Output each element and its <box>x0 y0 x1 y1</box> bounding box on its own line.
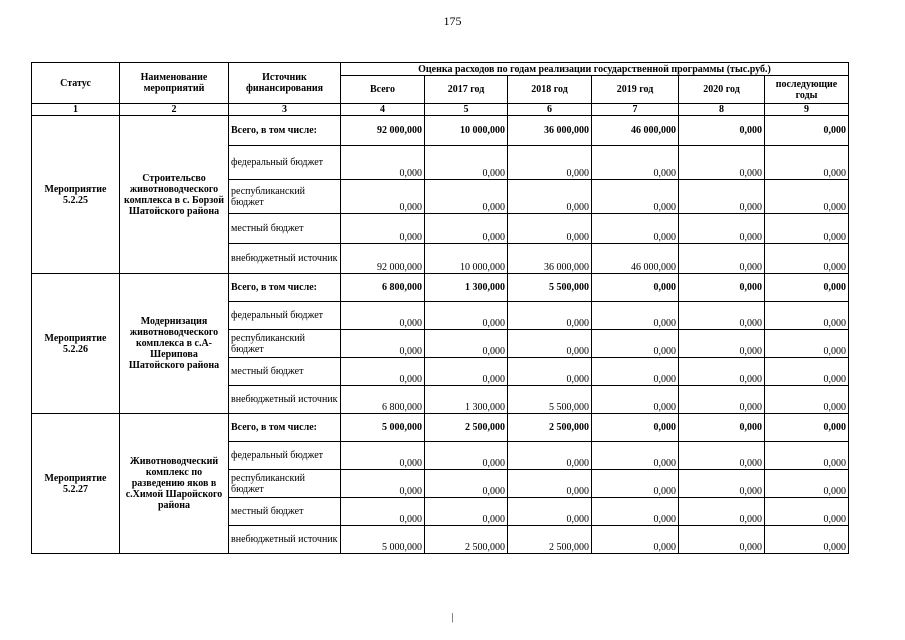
header-2020: 2020 год <box>679 76 765 104</box>
amount-cell: 0,000 <box>508 180 592 214</box>
amount-cell: 0,000 <box>425 358 508 386</box>
event-name: Строительсво животноводческого комплекса в с. Борзой Шатойского района <box>120 116 229 274</box>
amount-cell: 0,000 <box>765 442 849 470</box>
amount-cell: 36 000,000 <box>508 116 592 146</box>
amount-cell: 0,000 <box>592 302 679 330</box>
table-row <box>32 274 849 302</box>
column-number: 1 <box>32 104 120 116</box>
column-number: 2 <box>120 104 229 116</box>
amount-cell: 0,000 <box>508 470 592 498</box>
amount-cell: 0,000 <box>508 442 592 470</box>
amount-cell: 0,000 <box>592 180 679 214</box>
amount-cell: 0,000 <box>679 302 765 330</box>
amount-cell: 0,000 <box>341 470 425 498</box>
amount-cell: 0,000 <box>425 146 508 180</box>
amount-cell: 2 500,000 <box>425 414 508 442</box>
header-2017: 2017 год <box>425 76 508 104</box>
funding-source: внебюджетный источник <box>229 244 341 274</box>
amount-cell: 0,000 <box>765 330 849 358</box>
amount-cell: 46 000,000 <box>592 244 679 274</box>
amount-cell: 0,000 <box>679 214 765 244</box>
column-number: 7 <box>592 104 679 116</box>
amount-cell: 0,000 <box>592 526 679 554</box>
amount-cell: 0,000 <box>679 116 765 146</box>
amount-cell: 0,000 <box>508 358 592 386</box>
amount-cell: 0,000 <box>679 498 765 526</box>
column-number: 3 <box>229 104 341 116</box>
funding-source: Всего, в том числе: <box>229 116 341 146</box>
amount-cell: 0,000 <box>679 526 765 554</box>
amount-cell: 0,000 <box>679 386 765 414</box>
funding-source: республиканский бюджет <box>229 330 341 358</box>
amount-cell: 0,000 <box>508 302 592 330</box>
amount-cell: 6 800,000 <box>341 274 425 302</box>
amount-cell: 46 000,000 <box>592 116 679 146</box>
amount-cell: 0,000 <box>765 302 849 330</box>
funding-source: местный бюджет <box>229 358 341 386</box>
amount-cell: 10 000,000 <box>425 244 508 274</box>
amount-cell: 0,000 <box>592 498 679 526</box>
header-event-name: Наименование мероприятий <box>120 63 229 104</box>
amount-cell: 0,000 <box>341 442 425 470</box>
funding-source: федеральный бюджет <box>229 302 341 330</box>
amount-cell: 0,000 <box>341 330 425 358</box>
amount-cell: 0,000 <box>679 358 765 386</box>
footer-mark: | <box>451 612 454 623</box>
amount-cell: 0,000 <box>341 358 425 386</box>
amount-cell: 0,000 <box>425 302 508 330</box>
amount-cell: 0,000 <box>765 274 849 302</box>
amount-cell: 2 500,000 <box>425 526 508 554</box>
event-status: Мероприятие 5.2.26 <box>32 274 120 414</box>
header-status: Статус <box>32 63 120 104</box>
amount-cell: 0,000 <box>765 498 849 526</box>
amount-cell: 1 300,000 <box>425 386 508 414</box>
amount-cell: 0,000 <box>592 274 679 302</box>
amount-cell: 5 000,000 <box>341 414 425 442</box>
amount-cell: 0,000 <box>592 414 679 442</box>
amount-cell: 0,000 <box>765 358 849 386</box>
amount-cell: 0,000 <box>765 414 849 442</box>
funding-source: внебюджетный источник <box>229 386 341 414</box>
amount-cell: 0,000 <box>679 244 765 274</box>
header-later-years: последующие годы <box>765 76 849 104</box>
amount-cell: 0,000 <box>679 442 765 470</box>
amount-cell: 0,000 <box>679 180 765 214</box>
amount-cell: 2 500,000 <box>508 526 592 554</box>
amount-cell: 0,000 <box>679 470 765 498</box>
amount-cell: 0,000 <box>425 180 508 214</box>
amount-cell: 0,000 <box>679 146 765 180</box>
funding-source: федеральный бюджет <box>229 442 341 470</box>
header-total: Всего <box>341 76 425 104</box>
amount-cell: 0,000 <box>765 386 849 414</box>
header-source: Источник финансирования <box>229 63 341 104</box>
amount-cell: 6 800,000 <box>341 386 425 414</box>
amount-cell: 0,000 <box>341 214 425 244</box>
amount-cell: 1 300,000 <box>425 274 508 302</box>
amount-cell: 0,000 <box>765 470 849 498</box>
amount-cell: 0,000 <box>679 414 765 442</box>
table-body <box>32 116 849 554</box>
funding-source: республиканский бюджет <box>229 470 341 498</box>
amount-cell: 2 500,000 <box>508 414 592 442</box>
amount-cell: 0,000 <box>592 358 679 386</box>
column-number: 5 <box>425 104 508 116</box>
amount-cell: 0,000 <box>592 470 679 498</box>
amount-cell: 0,000 <box>592 146 679 180</box>
amount-cell: 0,000 <box>341 180 425 214</box>
amount-cell: 0,000 <box>765 214 849 244</box>
amount-cell: 0,000 <box>341 498 425 526</box>
amount-cell: 0,000 <box>425 442 508 470</box>
event-name: Модернизация животноводческого комплекса в с.А-Шерипова Шатойского района <box>120 274 229 414</box>
column-number-row <box>32 104 849 116</box>
amount-cell: 0,000 <box>592 330 679 358</box>
funding-source: Всего, в том числе: <box>229 274 341 302</box>
amount-cell: 0,000 <box>425 330 508 358</box>
amount-cell: 0,000 <box>765 116 849 146</box>
header-2019: 2019 год <box>592 76 679 104</box>
amount-cell: 0,000 <box>679 330 765 358</box>
column-number: 8 <box>679 104 765 116</box>
amount-cell: 0,000 <box>765 180 849 214</box>
event-name: Животноводческий комплекс по разведению яков в с.Химой Шаройского района <box>120 414 229 554</box>
amount-cell: 5 500,000 <box>508 386 592 414</box>
amount-cell: 92 000,000 <box>341 244 425 274</box>
table-row <box>32 116 849 146</box>
event-status: Мероприятие 5.2.27 <box>32 414 120 554</box>
amount-cell: 0,000 <box>425 498 508 526</box>
amount-cell: 0,000 <box>592 386 679 414</box>
funding-source: местный бюджет <box>229 498 341 526</box>
column-number: 9 <box>765 104 849 116</box>
budget-table <box>31 62 849 554</box>
amount-cell: 10 000,000 <box>425 116 508 146</box>
amount-cell: 0,000 <box>765 526 849 554</box>
table-header <box>32 63 849 116</box>
amount-cell: 5 000,000 <box>341 526 425 554</box>
header-2018: 2018 год <box>508 76 592 104</box>
amount-cell: 0,000 <box>508 330 592 358</box>
amount-cell: 0,000 <box>679 274 765 302</box>
amount-cell: 0,000 <box>425 470 508 498</box>
event-status: Мероприятие 5.2.25 <box>32 116 120 274</box>
amount-cell: 5 500,000 <box>508 274 592 302</box>
amount-cell: 0,000 <box>341 302 425 330</box>
amount-cell: 0,000 <box>508 146 592 180</box>
amount-cell: 0,000 <box>765 146 849 180</box>
header-estimate: Оценка расходов по годам реализации государственной программы (тыс.руб.) <box>341 63 849 76</box>
page-number: 175 <box>443 14 462 28</box>
amount-cell: 0,000 <box>341 146 425 180</box>
amount-cell: 0,000 <box>765 244 849 274</box>
funding-source: республиканский бюджет <box>229 180 341 214</box>
column-number: 4 <box>341 104 425 116</box>
amount-cell: 92 000,000 <box>341 116 425 146</box>
amount-cell: 36 000,000 <box>508 244 592 274</box>
funding-source: местный бюджет <box>229 214 341 244</box>
amount-cell: 0,000 <box>425 214 508 244</box>
amount-cell: 0,000 <box>508 214 592 244</box>
funding-source: Всего, в том числе: <box>229 414 341 442</box>
funding-source: федеральный бюджет <box>229 146 341 180</box>
funding-source: внебюджетный источник <box>229 526 341 554</box>
table-row <box>32 414 849 442</box>
amount-cell: 0,000 <box>592 214 679 244</box>
amount-cell: 0,000 <box>508 498 592 526</box>
column-number: 6 <box>508 104 592 116</box>
amount-cell: 0,000 <box>592 442 679 470</box>
